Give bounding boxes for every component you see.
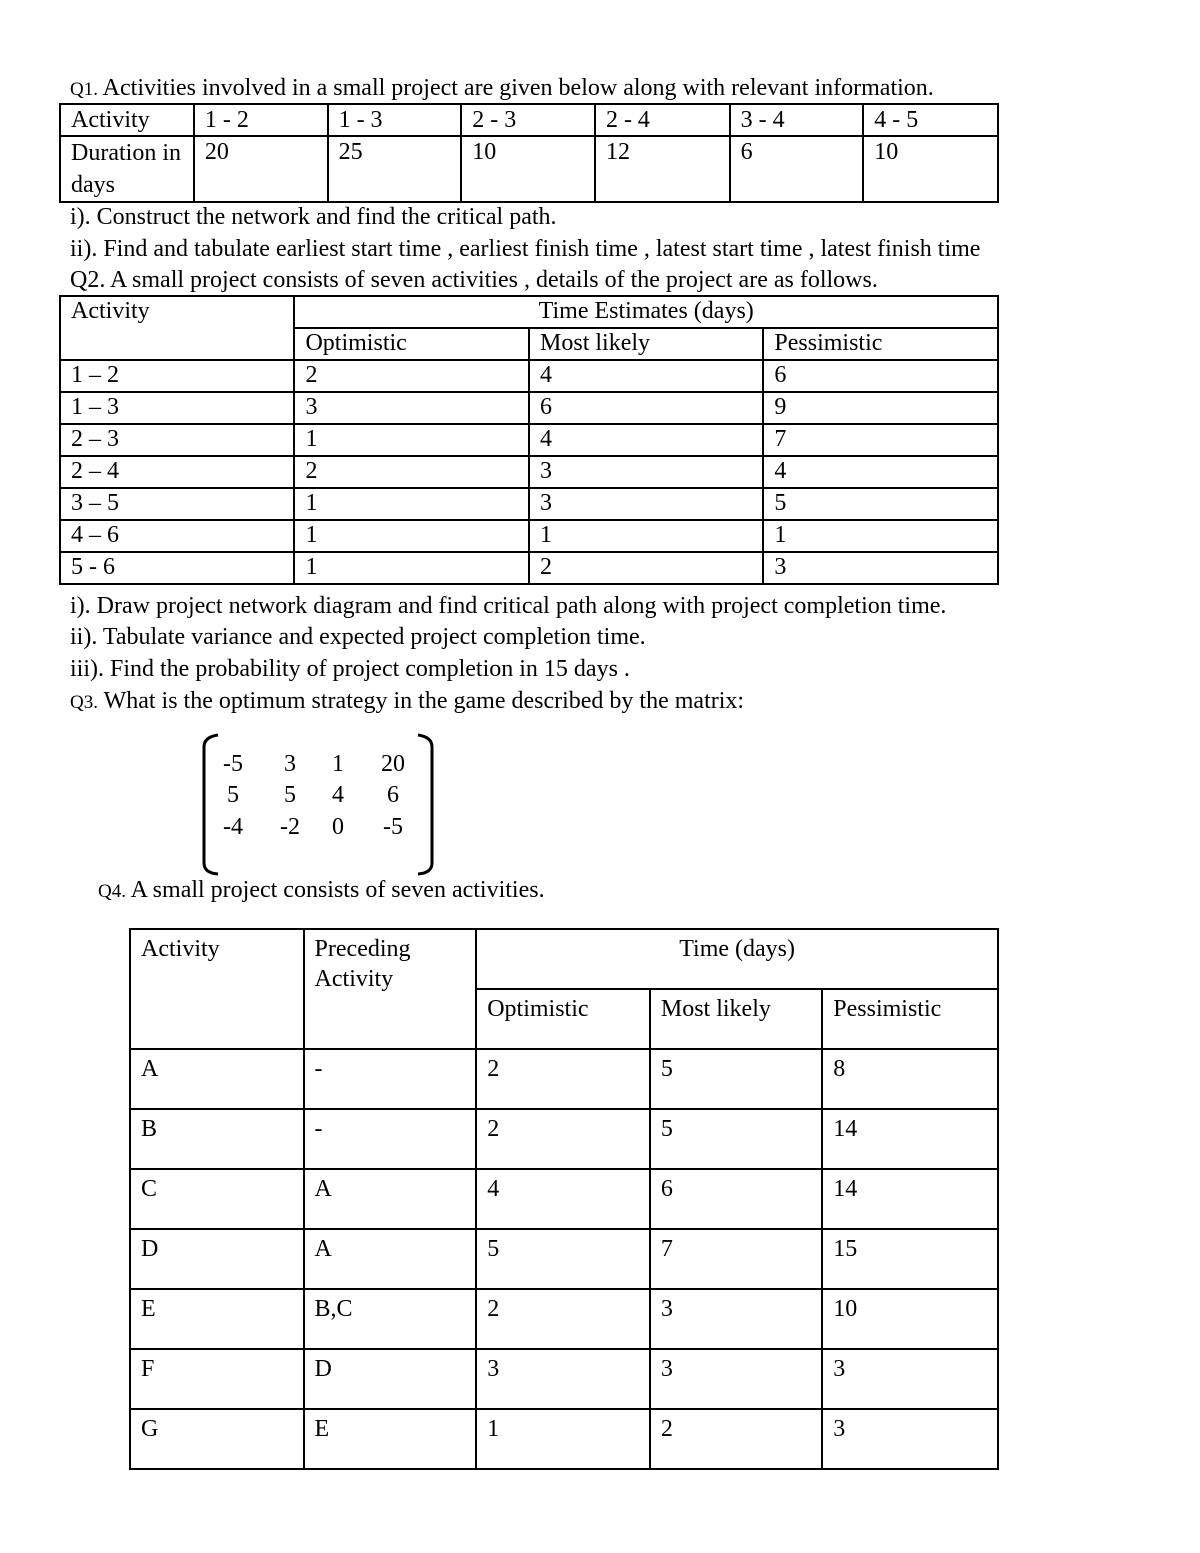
matrix-cell: 4 xyxy=(332,782,344,808)
q4-activity-cell: G xyxy=(130,1409,304,1469)
q2-time-cell: 1 xyxy=(294,552,529,584)
q4-time-cell: 3 xyxy=(476,1349,650,1409)
q4-preceding-cell: - xyxy=(304,1049,477,1109)
q4-time-cell: 8 xyxy=(822,1049,998,1109)
q1-part-i: i). Construct the network and find the critical path. xyxy=(70,204,557,230)
q4-activity-cell: F xyxy=(130,1349,304,1409)
q4-time-cell: 2 xyxy=(650,1409,822,1469)
q1-activity-cell: 2 - 3 xyxy=(461,104,595,136)
q2-pessimistic-header: Pessimistic xyxy=(763,328,998,360)
matrix-cell: 6 xyxy=(387,782,399,808)
q1-text: Activities involved in a small project are given below along with relevant information. xyxy=(102,75,934,101)
q4-activity-cell: C xyxy=(130,1169,304,1229)
matrix-cell: 20 xyxy=(381,751,405,777)
q1-duration-cell: 25 xyxy=(328,136,462,202)
q4-time-cell: 3 xyxy=(822,1349,998,1409)
table-row xyxy=(130,1229,998,1289)
q1-activity-header: Activity xyxy=(60,104,194,136)
q2-activity-cell: 1 – 2 xyxy=(60,360,294,392)
q1-activity-cell: 3 - 4 xyxy=(730,104,864,136)
q2-optimistic-header: Optimistic xyxy=(294,328,529,360)
q4-number: Q4. xyxy=(98,881,126,902)
q2-time-cell: 1 xyxy=(763,520,998,552)
table-row xyxy=(130,1049,998,1109)
q4-preceding-cell: - xyxy=(304,1109,477,1169)
q2-text: A small project consists of seven activities , details of the project are as follows. xyxy=(110,267,878,293)
q2-time-cell: 5 xyxy=(763,488,998,520)
q2-time-cell: 2 xyxy=(294,456,529,488)
q3-number: Q3. xyxy=(70,692,98,713)
q1-activity-row xyxy=(60,104,998,136)
table-row xyxy=(130,1169,998,1229)
q4-text: A small project consists of seven activities. xyxy=(130,877,545,903)
q4-time-cell: 4 xyxy=(476,1169,650,1229)
q4-pessimistic-header: Pessimistic xyxy=(822,989,998,1049)
matrix-cell: -4 xyxy=(223,814,243,840)
matrix-cell: 5 xyxy=(284,782,296,808)
q4-most-likely-header: Most likely xyxy=(650,989,822,1049)
q2-time-cell: 3 xyxy=(294,392,529,424)
table-row xyxy=(60,488,998,520)
q2-time-cell: 4 xyxy=(529,360,763,392)
matrix-cell: 3 xyxy=(284,751,296,777)
q4-time-cell: 14 xyxy=(822,1109,998,1169)
q4-activity-cell: D xyxy=(130,1229,304,1289)
matrix-cell: -5 xyxy=(383,814,403,840)
q1-part-ii: ii). Find and tabulate earliest start time , earliest finish time , latest start time , latest finish time xyxy=(70,236,981,262)
q2-time-cell: 2 xyxy=(529,552,763,584)
q4-time-cell: 2 xyxy=(476,1049,650,1109)
q4-optimistic-header: Optimistic xyxy=(476,989,650,1049)
q4-preceding-cell: E xyxy=(304,1409,477,1469)
q1-duration-cell: 20 xyxy=(194,136,328,202)
q1-duration-cell: 6 xyxy=(730,136,864,202)
table-row xyxy=(130,1349,998,1409)
q4-time-cell: 7 xyxy=(650,1229,822,1289)
q2-time-cell: 3 xyxy=(529,488,763,520)
q4-time-cell: 5 xyxy=(476,1229,650,1289)
q4-time-cell: 5 xyxy=(650,1109,822,1169)
matrix-cell: 0 xyxy=(332,814,344,840)
q2-activity-cell: 1 – 3 xyxy=(60,392,294,424)
q4-time-cell: 3 xyxy=(650,1349,822,1409)
q1-activity-cell: 1 - 2 xyxy=(194,104,328,136)
q2-time-header: Time Estimates (days) xyxy=(294,296,998,328)
q1-duration-cell: 10 xyxy=(461,136,595,202)
q2-activity-cell: 4 – 6 xyxy=(60,520,294,552)
q2-most-likely-header: Most likely xyxy=(529,328,763,360)
q2-statement xyxy=(70,266,878,294)
q1-activity-cell: 1 - 3 xyxy=(328,104,462,136)
q2-activity-cell: 2 – 3 xyxy=(60,424,294,456)
q1-duration-row xyxy=(60,136,998,202)
q2-time-cell: 1 xyxy=(529,520,763,552)
q2-part-iii: iii). Find the probability of project completion in 15 days . xyxy=(70,656,630,682)
q4-table xyxy=(129,928,999,1470)
q1-duration-cell: 10 xyxy=(863,136,998,202)
q1-duration-header: Duration in days xyxy=(60,136,194,202)
q2-part-ii: ii). Tabulate variance and expected project completion time. xyxy=(70,624,646,650)
q4-time-cell: 6 xyxy=(650,1169,822,1229)
table-row xyxy=(60,392,998,424)
matrix-cell: 5 xyxy=(227,782,239,808)
q4-preceding-cell: D xyxy=(304,1349,477,1409)
q2-part-i: i). Draw project network diagram and find critical path along with project completion time. xyxy=(70,593,947,619)
q4-time-cell: 3 xyxy=(650,1289,822,1349)
q1-statement xyxy=(70,74,934,104)
table-row xyxy=(130,1109,998,1169)
q2-time-cell: 6 xyxy=(529,392,763,424)
q2-time-cell: 2 xyxy=(294,360,529,392)
q2-time-cell: 3 xyxy=(529,456,763,488)
table-row xyxy=(60,424,998,456)
q4-activity-header: Activity xyxy=(130,929,304,1049)
table-row xyxy=(60,552,998,584)
q1-table xyxy=(59,103,999,203)
q1-activity-cell: 2 - 4 xyxy=(595,104,730,136)
q2-time-cell: 3 xyxy=(763,552,998,584)
q3-statement xyxy=(70,687,744,717)
table-row xyxy=(60,360,998,392)
q4-time-cell: 3 xyxy=(822,1409,998,1469)
matrix-cell: 1 xyxy=(332,751,344,777)
q4-activity-cell: A xyxy=(130,1049,304,1109)
q2-time-cell: 4 xyxy=(529,424,763,456)
q3-payoff-matrix xyxy=(200,733,436,876)
matrix-cell: -5 xyxy=(223,751,243,777)
q4-time-header: Time (days) xyxy=(476,929,998,989)
table-row xyxy=(60,456,998,488)
q2-activity-cell: 3 – 5 xyxy=(60,488,294,520)
matrix-cell: -2 xyxy=(280,814,300,840)
q2-time-cell: 1 xyxy=(294,520,529,552)
q4-preceding-cell: A xyxy=(304,1169,477,1229)
q1-activity-cell: 4 - 5 xyxy=(863,104,998,136)
q4-activity-cell: B xyxy=(130,1109,304,1169)
q1-number: Q1. xyxy=(70,79,98,100)
table-row xyxy=(130,1409,998,1469)
q4-time-cell: 5 xyxy=(650,1049,822,1109)
q2-activity-header: Activity xyxy=(60,296,294,360)
q4-preceding-cell: A xyxy=(304,1229,477,1289)
q4-time-cell: 10 xyxy=(822,1289,998,1349)
q2-number: Q2. xyxy=(70,267,106,293)
q2-activity-cell: 5 - 6 xyxy=(60,552,294,584)
q1-duration-cell: 12 xyxy=(595,136,730,202)
q4-time-cell: 2 xyxy=(476,1109,650,1169)
q4-time-cell: 15 xyxy=(822,1229,998,1289)
q4-time-cell: 1 xyxy=(476,1409,650,1469)
q2-table xyxy=(59,295,999,585)
q4-time-cell: 14 xyxy=(822,1169,998,1229)
q2-time-cell: 1 xyxy=(294,488,529,520)
q2-time-cell: 4 xyxy=(763,456,998,488)
q2-time-cell: 7 xyxy=(763,424,998,456)
q2-time-cell: 6 xyxy=(763,360,998,392)
q4-preceding-cell: B,C xyxy=(304,1289,477,1349)
table-row xyxy=(130,1289,998,1349)
q2-activity-cell: 2 – 4 xyxy=(60,456,294,488)
q4-time-cell: 2 xyxy=(476,1289,650,1349)
q3-text: What is the optimum strategy in the game described by the matrix: xyxy=(103,688,745,714)
q2-time-cell: 1 xyxy=(294,424,529,456)
q4-statement xyxy=(98,876,545,906)
table-row xyxy=(60,520,998,552)
q2-time-cell: 9 xyxy=(763,392,998,424)
q4-preceding-header: Preceding Activity xyxy=(304,929,477,1049)
q4-activity-cell: E xyxy=(130,1289,304,1349)
